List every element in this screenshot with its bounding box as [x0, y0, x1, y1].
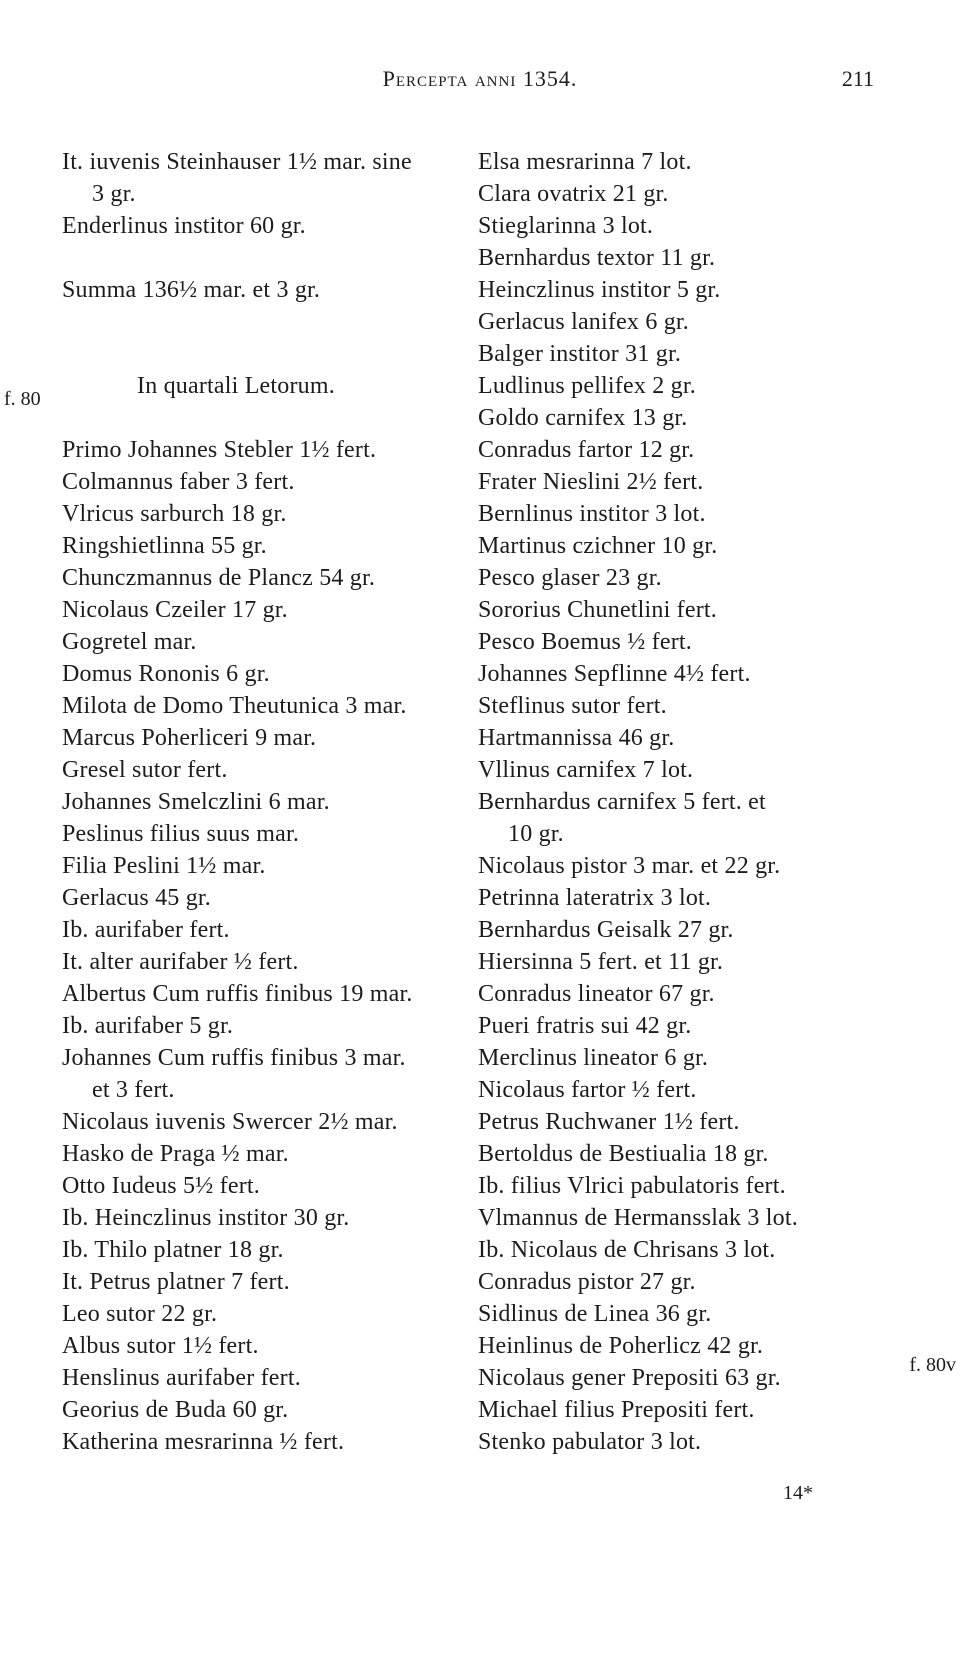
ledger-entry: Peslinus filius suus mar. [62, 821, 300, 847]
ledger-entry: Vlmannus de Hermansslak 3 lot. [478, 1205, 798, 1231]
ledger-entry: Summa 136½ mar. et 3 gr. [62, 277, 321, 303]
ledger-entry: Stieglarinna 3 lot. [478, 213, 654, 239]
ledger-entry: Stenko pabulator 3 lot. [478, 1429, 702, 1455]
signature-mark: 14* [783, 1482, 813, 1504]
ledger-entry: Hasko de Praga ½ mar. [62, 1141, 289, 1167]
ledger-entry: Primo Johannes Stebler 1½ fert. [62, 437, 377, 463]
ledger-entry: Heinlinus de Poherlicz 42 gr. [478, 1333, 764, 1359]
ledger-entry: Bernlinus institor 3 lot. [478, 501, 706, 527]
ledger-entry: Domus Rononis 6 gr. [62, 661, 270, 687]
ledger-entry: Chunczmannus de Plancz 54 gr. [62, 565, 376, 591]
ledger-entry: Ludlinus pellifex 2 gr. [478, 373, 696, 399]
ledger-entry: Ib. Nicolaus de Chrisans 3 lot. [478, 1237, 776, 1263]
ledger-entry: Pesco Boemus ½ fert. [478, 629, 692, 655]
margin-note-folio-right: f. 80v [909, 1354, 956, 1376]
ledger-entry: Sidlinus de Linea 36 gr. [478, 1301, 712, 1327]
ledger-entry: Bernhardus Geisalk 27 gr. [478, 917, 734, 943]
ledger-entry: Georius de Buda 60 gr. [62, 1397, 289, 1423]
ledger-entry: Milota de Domo Theutunica 3 mar. [62, 693, 407, 719]
ledger-entry: Henslinus aurifaber fert. [62, 1365, 301, 1391]
ledger-entry: Otto Iudeus 5½ fert. [62, 1173, 260, 1199]
ledger-entry: Bernhardus textor 11 gr. [478, 245, 716, 271]
ledger-entry: Petrus Ruchwaner 1½ fert. [478, 1109, 740, 1135]
ledger-entry: Pesco glaser 23 gr. [478, 565, 662, 591]
right-column [478, 146, 878, 1458]
ledger-entry: Conradus fartor 12 gr. [478, 437, 695, 463]
ledger-entry: Bertoldus de Bestiualia 18 gr. [478, 1141, 769, 1167]
ledger-entry: It. iuvenis Steinhauser 1½ mar. sine [62, 149, 412, 175]
ledger-entry: Gerlacus lanifex 6 gr. [478, 309, 689, 335]
ledger-entry: Frater Nieslini 2½ fert. [478, 469, 704, 495]
left-column [62, 146, 462, 1458]
ledger-entry: Nicolaus gener Prepositi 63 gr. [478, 1365, 781, 1391]
ledger-entry: Michael filius Prepositi fert. [478, 1397, 755, 1423]
ledger-entry: Goldo carnifex 13 gr. [478, 405, 688, 431]
ledger-entry: Ib. aurifaber fert. [62, 917, 230, 943]
ledger-entry: Nicolaus fartor ½ fert. [478, 1077, 697, 1103]
ledger-entry: Ib. aurifaber 5 gr. [62, 1013, 234, 1039]
blank-line [62, 402, 462, 434]
section-heading: In quartali Letorum. [137, 373, 335, 399]
blank-line [62, 306, 462, 338]
ledger-entry: Katherina mesrarinna ½ fert. [62, 1429, 345, 1455]
margin-note-folio-left: f. 80 [4, 388, 41, 410]
ledger-entry: Clara ovatrix 21 gr. [478, 181, 669, 207]
ledger-entry: Colmannus faber 3 fert. [62, 469, 295, 495]
ledger-entry: Johannes Cum ruffis finibus 3 mar. [62, 1045, 406, 1071]
ledger-entry: Hartmannissa 46 gr. [478, 725, 675, 751]
ledger-entry: Ib. filius Vlrici pabulatoris fert. [478, 1173, 786, 1199]
ledger-entry: Nicolaus iuvenis Swercer 2½ mar. [62, 1109, 398, 1135]
ledger-entry: Merclinus lineator 6 gr. [478, 1045, 709, 1071]
ledger-entry: Enderlinus institor 60 gr. [62, 213, 306, 239]
entry-continuation: 3 gr. [92, 181, 136, 207]
ledger-entry: Ib. Heinczlinus institor 30 gr. [62, 1205, 350, 1231]
ledger-entry: Pueri fratris sui 42 gr. [478, 1013, 692, 1039]
ledger-entry: It. alter aurifaber ½ fert. [62, 949, 299, 975]
ledger-entry: Conradus lineator 67 gr. [478, 981, 715, 1007]
running-header-title: Percepta anni 1354. [382, 66, 578, 91]
ledger-entry: Leo sutor 22 gr. [62, 1301, 218, 1327]
ledger-entry: Steflinus sutor fert. [478, 693, 667, 719]
ledger-entry: Conradus pistor 27 gr. [478, 1269, 696, 1295]
ledger-entry: Johannes Sepflinne 4½ fert. [478, 661, 751, 687]
ledger-entry: Vlricus sarburch 18 gr. [62, 501, 287, 527]
ledger-entry: Johannes Smelczlini 6 mar. [62, 789, 330, 815]
ledger-entry: Nicolaus Czeiler 17 gr. [62, 597, 288, 623]
ledger-entry: Gogretel mar. [62, 629, 197, 655]
ledger-entry: Marcus Poherliceri 9 mar. [62, 725, 317, 751]
ledger-entry: Vllinus carnifex 7 lot. [478, 757, 694, 783]
page-number: 211 [841, 66, 874, 91]
ledger-entry: Sororius Chunetlini fert. [478, 597, 717, 623]
ledger-entry: Hiersinna 5 fert. et 11 gr. [478, 949, 724, 975]
ledger-entry: It. Petrus platner 7 fert. [62, 1269, 290, 1295]
ledger-entry: Albertus Cum ruffis finibus 19 mar. [62, 981, 413, 1007]
entry-continuation: et 3 fert. [92, 1077, 175, 1103]
ledger-entry: Heinczlinus institor 5 gr. [478, 277, 721, 303]
ledger-entry: Petrinna lateratrix 3 lot. [478, 885, 712, 911]
blank-line [62, 242, 462, 274]
ledger-entry: Balger institor 31 gr. [478, 341, 682, 367]
ledger-entry: Gresel sutor fert. [62, 757, 228, 783]
blank-line [62, 338, 462, 370]
entry-continuation: 10 gr. [508, 821, 564, 847]
ledger-entry: Filia Peslini 1½ mar. [62, 853, 266, 879]
ledger-entry: Nicolaus pistor 3 mar. et 22 gr. [478, 853, 781, 879]
ledger-entry: Ib. Thilo platner 18 gr. [62, 1237, 284, 1263]
ledger-entry: Elsa mesrarinna 7 lot. [478, 149, 692, 175]
ledger-entry: Gerlacus 45 gr. [62, 885, 211, 911]
ledger-entry: Albus sutor 1½ fert. [62, 1333, 259, 1359]
ledger-entry: Bernhardus carnifex 5 fert. et [478, 789, 766, 815]
ledger-entry: Martinus czichner 10 gr. [478, 533, 718, 559]
ledger-entry: Ringshietlinna 55 gr. [62, 533, 267, 559]
